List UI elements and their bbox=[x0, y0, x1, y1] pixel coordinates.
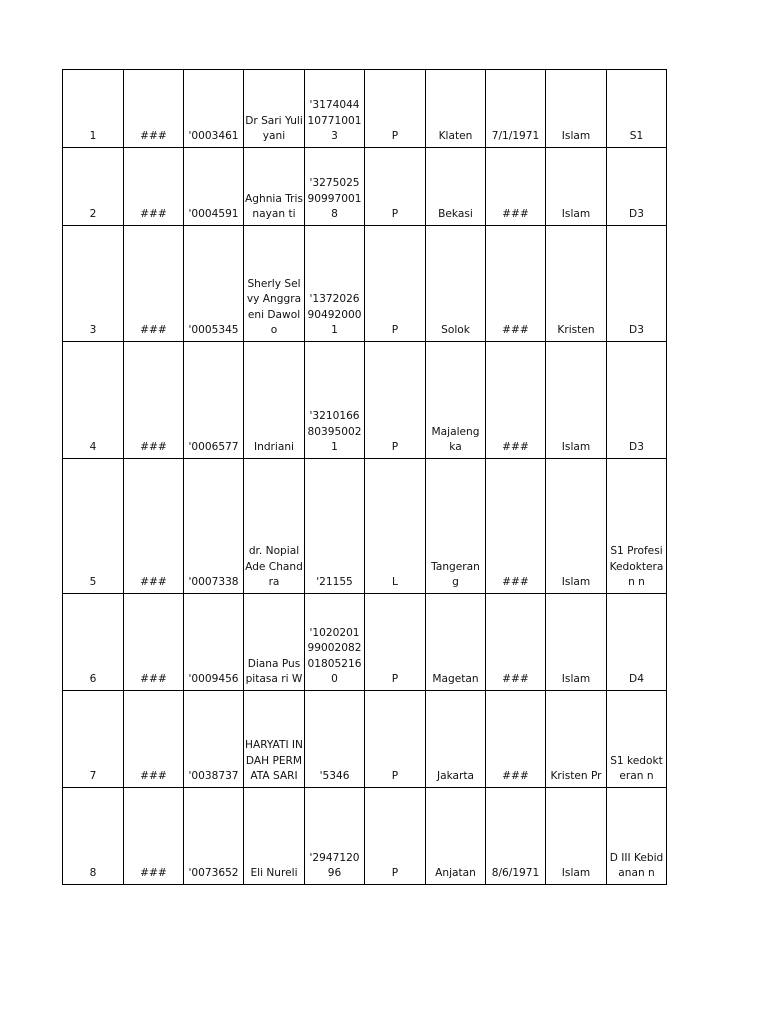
cell-date bbox=[124, 788, 184, 885]
cell-birthplace bbox=[426, 148, 486, 226]
cell-birthdate-text: 7/1/1971 bbox=[491, 130, 540, 143]
table-row bbox=[63, 594, 667, 691]
cell-gender bbox=[365, 788, 426, 885]
cell-date bbox=[124, 342, 184, 459]
cell-nik-text: '1020201 99002082 01805216 0 bbox=[307, 626, 362, 686]
cell-gender bbox=[365, 148, 426, 226]
cell-birthdate bbox=[486, 788, 546, 885]
cell-nik bbox=[305, 70, 365, 148]
cell-religion-text: Islam bbox=[561, 441, 591, 454]
cell-date bbox=[124, 148, 184, 226]
cell-gender-text: P bbox=[391, 867, 399, 880]
cell-id bbox=[184, 594, 244, 691]
cell-no-text: 8 bbox=[89, 867, 97, 880]
cell-nik bbox=[305, 226, 365, 342]
cell-gender bbox=[365, 70, 426, 148]
cell-birthplace bbox=[426, 459, 486, 594]
cell-name bbox=[244, 226, 305, 342]
cell-name bbox=[244, 148, 305, 226]
cell-no-text: 7 bbox=[89, 770, 97, 783]
cell-name-text: Aghnia Trisnayan ti bbox=[245, 192, 303, 221]
cell-education bbox=[607, 226, 667, 342]
cell-education bbox=[607, 459, 667, 594]
cell-religion-text: Islam bbox=[561, 673, 591, 686]
cell-birthplace-text: Klaten bbox=[438, 130, 473, 143]
cell-nik bbox=[305, 594, 365, 691]
cell-nik bbox=[305, 148, 365, 226]
cell-education-text: D3 bbox=[629, 324, 644, 337]
cell-date-text: ### bbox=[140, 576, 167, 589]
cell-education-text: S1 bbox=[629, 130, 644, 143]
cell-name bbox=[244, 342, 305, 459]
cell-no bbox=[63, 148, 124, 226]
cell-name-text: dr. Nopial Ade Chandra bbox=[245, 545, 303, 589]
cell-birthplace-text: Majaleng ka bbox=[431, 425, 480, 454]
cell-religion bbox=[546, 342, 607, 459]
cell-religion bbox=[546, 788, 607, 885]
cell-birthplace-text: Magetan bbox=[432, 673, 479, 686]
cell-birthplace-text: Solok bbox=[441, 324, 470, 337]
cell-id-text: '0038737 bbox=[188, 770, 239, 783]
cell-religion-text: Islam bbox=[561, 130, 591, 143]
cell-id bbox=[184, 226, 244, 342]
cell-nik-text: '2947120 96 bbox=[309, 851, 360, 880]
cell-nik bbox=[305, 459, 365, 594]
cell-name bbox=[244, 459, 305, 594]
cell-birthdate-text: 8/6/1971 bbox=[491, 867, 540, 880]
cell-id bbox=[184, 342, 244, 459]
table-row bbox=[63, 70, 667, 148]
cell-name bbox=[244, 594, 305, 691]
cell-birthdate-text: ### bbox=[502, 673, 529, 686]
cell-nik-text: '5346 bbox=[319, 770, 350, 783]
cell-no bbox=[63, 594, 124, 691]
cell-education-text: D3 bbox=[629, 208, 644, 221]
cell-no bbox=[63, 342, 124, 459]
cell-religion bbox=[546, 459, 607, 594]
cell-education bbox=[607, 70, 667, 148]
table-row bbox=[63, 226, 667, 342]
cell-religion bbox=[546, 691, 607, 788]
cell-religion-text: Islam bbox=[561, 576, 591, 589]
cell-date-text: ### bbox=[140, 770, 167, 783]
cell-id-text: '0005345 bbox=[188, 324, 239, 337]
cell-education-text: S1 kedokteran n bbox=[610, 754, 663, 783]
cell-religion bbox=[546, 148, 607, 226]
cell-id bbox=[184, 70, 244, 148]
cell-birthplace bbox=[426, 342, 486, 459]
cell-date bbox=[124, 594, 184, 691]
cell-date bbox=[124, 459, 184, 594]
cell-education bbox=[607, 691, 667, 788]
cell-nik bbox=[305, 788, 365, 885]
cell-birthplace bbox=[426, 691, 486, 788]
cell-birthdate bbox=[486, 459, 546, 594]
cell-gender-text: P bbox=[391, 441, 399, 454]
cell-name-text: Sherly Selvy Anggraeni Dawolo bbox=[246, 277, 302, 337]
cell-birthdate bbox=[486, 691, 546, 788]
cell-education-text: D III Kebidanan n bbox=[609, 851, 664, 880]
cell-id bbox=[184, 148, 244, 226]
cell-education-text: D3 bbox=[629, 441, 644, 454]
cell-birthplace bbox=[426, 788, 486, 885]
cell-date-text: ### bbox=[140, 673, 167, 686]
cell-religion bbox=[546, 594, 607, 691]
cell-no bbox=[63, 459, 124, 594]
cell-date-text: ### bbox=[140, 324, 167, 337]
cell-nik bbox=[305, 691, 365, 788]
cell-education bbox=[607, 594, 667, 691]
cell-name-text: HARYATI INDAH PERMATA SARI bbox=[245, 739, 303, 783]
cell-gender bbox=[365, 342, 426, 459]
cell-gender-text: P bbox=[391, 770, 399, 783]
cell-birthdate bbox=[486, 594, 546, 691]
cell-gender bbox=[365, 594, 426, 691]
cell-education-text: D4 bbox=[629, 673, 644, 686]
cell-id-text: '0003461 bbox=[188, 130, 239, 143]
cell-date bbox=[124, 70, 184, 148]
cell-religion-text: Islam bbox=[561, 867, 591, 880]
cell-no bbox=[63, 788, 124, 885]
cell-religion bbox=[546, 226, 607, 342]
cell-date bbox=[124, 226, 184, 342]
cell-date-text: ### bbox=[140, 208, 167, 221]
cell-nik-text: '3210166 80395002 1 bbox=[307, 410, 362, 454]
cell-name bbox=[244, 788, 305, 885]
table-row bbox=[63, 788, 667, 885]
cell-id bbox=[184, 691, 244, 788]
cell-birthplace bbox=[426, 226, 486, 342]
cell-education bbox=[607, 342, 667, 459]
cell-birthdate-text: ### bbox=[502, 208, 529, 221]
cell-religion-text: Islam bbox=[561, 208, 591, 221]
cell-religion-text: Kristen bbox=[557, 324, 595, 337]
cell-birthdate-text: ### bbox=[502, 324, 529, 337]
cell-id-text: '0004591 bbox=[188, 208, 239, 221]
cell-date-text: ### bbox=[140, 867, 167, 880]
cell-birthdate-text: ### bbox=[502, 441, 529, 454]
cell-gender bbox=[365, 226, 426, 342]
cell-name bbox=[244, 691, 305, 788]
employee-table bbox=[62, 69, 667, 885]
cell-no bbox=[63, 70, 124, 148]
cell-gender-text: P bbox=[391, 324, 399, 337]
cell-date-text: ### bbox=[140, 441, 167, 454]
cell-birthplace bbox=[426, 594, 486, 691]
cell-gender bbox=[365, 691, 426, 788]
cell-name-text: Diana Puspitasa ri W bbox=[245, 657, 303, 686]
cell-birthplace-text: Tangeran g bbox=[431, 560, 480, 589]
cell-religion-text: Kristen Pr bbox=[550, 770, 602, 783]
cell-no-text: 1 bbox=[89, 130, 97, 143]
table-row bbox=[63, 148, 667, 226]
cell-id-text: '0007338 bbox=[188, 576, 239, 589]
cell-no-text: 3 bbox=[89, 324, 97, 337]
cell-date bbox=[124, 691, 184, 788]
cell-nik-text: '21155 bbox=[316, 576, 353, 589]
cell-gender-text: P bbox=[391, 673, 399, 686]
table-row bbox=[63, 342, 667, 459]
cell-religion bbox=[546, 70, 607, 148]
cell-nik-text: '1372026 90492000 1 bbox=[307, 293, 362, 337]
cell-no-text: 5 bbox=[89, 576, 97, 589]
cell-id-text: '0009456 bbox=[188, 673, 239, 686]
cell-education bbox=[607, 788, 667, 885]
cell-birthdate bbox=[486, 226, 546, 342]
cell-birthplace-text: Jakarta bbox=[436, 770, 475, 783]
cell-gender-text: L bbox=[392, 576, 398, 589]
cell-birthplace-text: Bekasi bbox=[438, 208, 473, 221]
cell-birthdate bbox=[486, 148, 546, 226]
cell-no-text: 6 bbox=[89, 673, 97, 686]
cell-name bbox=[244, 70, 305, 148]
table-row bbox=[63, 459, 667, 594]
cell-nik-text: '3174044 10771001 3 bbox=[307, 99, 362, 143]
cell-birthplace-text: Anjatan bbox=[435, 867, 476, 880]
cell-birthdate-text: ### bbox=[502, 770, 529, 783]
cell-education-text: S1 Profesi Kedokteran n bbox=[609, 545, 664, 589]
cell-name-text: Eli Nureli bbox=[250, 867, 298, 880]
cell-id bbox=[184, 788, 244, 885]
cell-name-text: Indriani bbox=[253, 441, 294, 454]
cell-birthdate bbox=[486, 342, 546, 459]
cell-birthdate-text: ### bbox=[502, 576, 529, 589]
cell-id-text: '0073652 bbox=[188, 867, 239, 880]
table-row bbox=[63, 691, 667, 788]
cell-id-text: '0006577 bbox=[188, 441, 239, 454]
cell-no bbox=[63, 226, 124, 342]
cell-nik bbox=[305, 342, 365, 459]
cell-birthplace bbox=[426, 70, 486, 148]
cell-gender bbox=[365, 459, 426, 594]
cell-name-text: Dr Sari Yuliyani bbox=[245, 114, 303, 143]
cell-gender-text: P bbox=[391, 208, 399, 221]
cell-id bbox=[184, 459, 244, 594]
cell-birthdate bbox=[486, 70, 546, 148]
cell-no bbox=[63, 691, 124, 788]
cell-gender-text: P bbox=[391, 130, 399, 143]
cell-education bbox=[607, 148, 667, 226]
cell-no-text: 2 bbox=[89, 208, 97, 221]
cell-nik-text: '3275025 90997001 8 bbox=[307, 177, 362, 221]
cell-date-text: ### bbox=[140, 130, 167, 143]
cell-no-text: 4 bbox=[89, 441, 97, 454]
